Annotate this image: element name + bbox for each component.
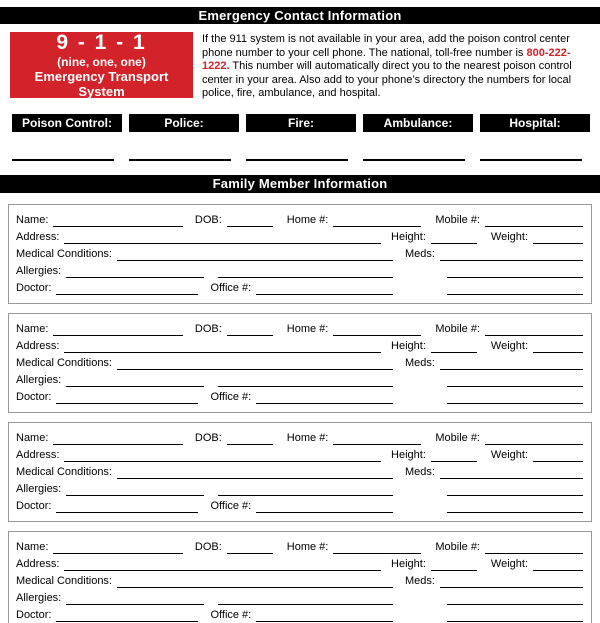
meds-field-line[interactable] <box>440 357 583 370</box>
medical-conditions-label: Medical Conditions: <box>16 247 112 260</box>
meds-continuation-line-1[interactable] <box>447 592 583 605</box>
name-label: Name: <box>16 540 49 553</box>
member-row-address <box>16 337 583 354</box>
member-row-name <box>16 429 583 446</box>
member-row-address <box>16 228 583 245</box>
address-field-line[interactable] <box>64 558 381 571</box>
height-field-line[interactable] <box>431 231 477 244</box>
dob-label: DOB: <box>194 431 222 444</box>
doctor-label: Doctor: <box>16 608 52 621</box>
meds-continuation-line-1[interactable] <box>447 265 583 278</box>
meds-continuation-group-2 <box>405 282 583 296</box>
instructions-text-after: This number will automatically direct you to the nearest poison control center in your area. Also add to your phone’s directory the numbers for local police, fire, ambulance, and hospital. <box>202 60 572 99</box>
medical-conditions-group <box>16 465 393 480</box>
weight-label: Weight: <box>490 230 528 243</box>
height-field-line[interactable] <box>431 449 477 462</box>
doctor-field-line[interactable] <box>56 609 198 622</box>
emergency-info-section <box>10 32 590 101</box>
family-member-block <box>8 313 592 413</box>
ambulance-label: Ambulance: <box>363 114 473 132</box>
meds-group <box>405 574 583 589</box>
family-members <box>8 204 592 623</box>
meds-label: Meds: <box>405 465 435 478</box>
member-row-allergies <box>16 262 583 279</box>
height-label: Height: <box>391 230 426 243</box>
weight-field-line[interactable] <box>533 340 583 353</box>
member-row-medical <box>16 463 583 480</box>
member-row-doctor <box>16 606 583 623</box>
emergency-contact-header: Emergency Contact Information <box>0 7 600 24</box>
police-label: Police: <box>129 114 239 132</box>
meds-continuation-group-2 <box>405 500 583 514</box>
call-911-system-label: Emergency Transport System <box>34 69 169 99</box>
mobile-phone-field-line[interactable] <box>485 214 583 227</box>
fire-number-line[interactable] <box>246 132 348 161</box>
medical-conditions-label: Medical Conditions: <box>16 574 112 587</box>
doctor-group <box>16 390 393 405</box>
allergies-group <box>16 264 393 279</box>
call-911-words: (nine, one, one) <box>57 55 146 69</box>
mobile-phone-field-line[interactable] <box>485 323 583 336</box>
height-field-line[interactable] <box>431 340 477 353</box>
height-label: Height: <box>391 448 426 461</box>
weight-field-line[interactable] <box>533 558 583 571</box>
medical-conditions-field-line[interactable] <box>117 357 393 370</box>
dob-field-line[interactable] <box>227 323 273 336</box>
weight-label: Weight: <box>490 557 528 570</box>
doctor-group <box>16 499 393 514</box>
dob-field-line[interactable] <box>227 214 273 227</box>
member-row-allergies <box>16 371 583 388</box>
office-phone-field-line[interactable] <box>256 282 393 295</box>
allergies-label: Allergies: <box>16 264 62 277</box>
height-label: Height: <box>391 339 426 352</box>
allergies-group <box>16 373 393 388</box>
member-row-name <box>16 538 583 555</box>
medical-conditions-field-line[interactable] <box>117 466 393 479</box>
office-phone-field-line[interactable] <box>256 500 393 513</box>
fire-label: Fire: <box>246 114 356 132</box>
medical-conditions-field-line[interactable] <box>117 575 393 588</box>
contact-col-fire <box>246 114 356 161</box>
meds-continuation-group-1 <box>405 483 583 497</box>
height-label: Height: <box>391 557 426 570</box>
family-member-block <box>8 531 592 623</box>
allergies-field-line[interactable] <box>66 592 204 605</box>
office-phone-field-line[interactable] <box>256 609 393 622</box>
allergies-continuation-line[interactable] <box>218 592 393 605</box>
contact-col-poison-control <box>12 114 122 161</box>
member-row-medical <box>16 354 583 371</box>
name-label: Name: <box>16 322 49 335</box>
meds-continuation-line-1[interactable] <box>447 483 583 496</box>
meds-group <box>405 356 583 371</box>
meds-continuation-line-2[interactable] <box>447 609 583 622</box>
height-field-line[interactable] <box>431 558 477 571</box>
contact-col-ambulance <box>363 114 473 161</box>
address-field-line[interactable] <box>64 340 381 353</box>
medical-conditions-group <box>16 247 393 262</box>
doctor-label: Doctor: <box>16 499 52 512</box>
weight-label: Weight: <box>490 448 528 461</box>
allergies-field-line[interactable] <box>66 374 204 387</box>
mobile-phone-label: Mobile #: <box>435 213 480 226</box>
home-phone-label: Home #: <box>286 540 329 553</box>
meds-group <box>405 465 583 480</box>
police-number-line[interactable] <box>129 132 231 161</box>
doctor-label: Doctor: <box>16 281 52 294</box>
call-911-box <box>10 32 193 98</box>
home-phone-label: Home #: <box>286 213 329 226</box>
address-label: Address: <box>16 339 60 352</box>
meds-field-line[interactable] <box>440 248 583 261</box>
weight-label: Weight: <box>490 339 528 352</box>
meds-continuation-group-1 <box>405 592 583 606</box>
emergency-contacts-row <box>12 114 590 161</box>
member-row-medical <box>16 245 583 262</box>
call-911-number: 9 - 1 - 1 <box>56 31 147 54</box>
dob-label: DOB: <box>194 322 222 335</box>
hospital-label: Hospital: <box>480 114 590 132</box>
address-label: Address: <box>16 230 60 243</box>
office-phone-label: Office #: <box>210 390 252 403</box>
member-row-address <box>16 446 583 463</box>
address-label: Address: <box>16 557 60 570</box>
medical-conditions-group <box>16 574 393 589</box>
meds-group <box>405 247 583 262</box>
family-member-block <box>8 204 592 304</box>
meds-field-line[interactable] <box>440 575 583 588</box>
member-row-doctor <box>16 388 583 405</box>
doctor-group <box>16 608 393 623</box>
member-row-name <box>16 320 583 337</box>
dob-label: DOB: <box>194 213 222 226</box>
home-phone-label: Home #: <box>286 431 329 444</box>
instructions-text-before: If the 911 system is not available in your area, add the poison control center phone number to your cell phone. The national, toll-free number is <box>202 33 570 59</box>
meds-continuation-group-2 <box>405 609 583 623</box>
poison-control-instructions <box>202 32 590 101</box>
meds-continuation-line-2[interactable] <box>447 282 583 295</box>
ambulance-number-line[interactable] <box>363 132 465 161</box>
name-field-line[interactable] <box>53 541 182 554</box>
home-phone-label: Home #: <box>286 322 329 335</box>
meds-continuation-group-1 <box>405 265 583 279</box>
contact-col-hospital <box>480 114 590 161</box>
home-phone-field-line[interactable] <box>333 323 421 336</box>
dob-field-line[interactable] <box>227 541 273 554</box>
mobile-phone-field-line[interactable] <box>485 541 583 554</box>
allergies-label: Allergies: <box>16 591 62 604</box>
member-row-address <box>16 555 583 572</box>
meds-continuation-line-1[interactable] <box>447 374 583 387</box>
meds-continuation-line-2[interactable] <box>447 391 583 404</box>
allergies-group <box>16 482 393 497</box>
office-phone-field-line[interactable] <box>256 391 393 404</box>
doctor-field-line[interactable] <box>56 500 198 513</box>
poison-control-phone-number: 800-222-1222. <box>202 46 571 72</box>
meds-continuation-group-2 <box>405 391 583 405</box>
mobile-phone-field-line[interactable] <box>485 432 583 445</box>
weight-field-line[interactable] <box>533 231 583 244</box>
home-phone-field-line[interactable] <box>333 432 421 445</box>
address-label: Address: <box>16 448 60 461</box>
family-member-block <box>8 422 592 522</box>
mobile-phone-label: Mobile #: <box>435 431 480 444</box>
home-phone-field-line[interactable] <box>333 541 421 554</box>
dob-label: DOB: <box>194 540 222 553</box>
member-row-medical <box>16 572 583 589</box>
office-phone-label: Office #: <box>210 608 252 621</box>
allergies-label: Allergies: <box>16 373 62 386</box>
name-label: Name: <box>16 431 49 444</box>
allergies-continuation-line[interactable] <box>218 374 393 387</box>
office-phone-label: Office #: <box>210 281 252 294</box>
weight-field-line[interactable] <box>533 449 583 462</box>
name-field-line[interactable] <box>53 214 182 227</box>
poison-control-label: Poison Control: <box>12 114 122 132</box>
address-field-line[interactable] <box>64 449 381 462</box>
name-label: Name: <box>16 213 49 226</box>
meds-label: Meds: <box>405 247 435 260</box>
member-row-allergies <box>16 589 583 606</box>
dob-field-line[interactable] <box>227 432 273 445</box>
name-field-line[interactable] <box>53 323 182 336</box>
address-field-line[interactable] <box>64 231 381 244</box>
meds-label: Meds: <box>405 574 435 587</box>
contact-col-police <box>129 114 239 161</box>
medical-conditions-group <box>16 356 393 371</box>
doctor-group <box>16 281 393 296</box>
doctor-field-line[interactable] <box>56 282 198 295</box>
member-row-doctor <box>16 279 583 296</box>
name-field-line[interactable] <box>53 432 182 445</box>
meds-label: Meds: <box>405 356 435 369</box>
mobile-phone-label: Mobile #: <box>435 322 480 335</box>
allergies-continuation-line[interactable] <box>218 483 393 496</box>
member-row-doctor <box>16 497 583 514</box>
allergies-label: Allergies: <box>16 482 62 495</box>
allergies-group <box>16 591 393 606</box>
poison-control-number-line[interactable] <box>12 132 114 161</box>
allergies-continuation-line[interactable] <box>218 265 393 278</box>
member-row-name <box>16 211 583 228</box>
home-phone-field-line[interactable] <box>333 214 421 227</box>
allergies-field-line[interactable] <box>66 265 204 278</box>
family-member-header: Family Member Information <box>0 175 600 193</box>
medical-conditions-label: Medical Conditions: <box>16 356 112 369</box>
member-row-allergies <box>16 480 583 497</box>
doctor-label: Doctor: <box>16 390 52 403</box>
medical-conditions-label: Medical Conditions: <box>16 465 112 478</box>
meds-continuation-line-2[interactable] <box>447 500 583 513</box>
hospital-number-line[interactable] <box>480 132 582 161</box>
meds-continuation-group-1 <box>405 374 583 388</box>
office-phone-label: Office #: <box>210 499 252 512</box>
doctor-field-line[interactable] <box>56 391 198 404</box>
allergies-field-line[interactable] <box>66 483 204 496</box>
mobile-phone-label: Mobile #: <box>435 540 480 553</box>
meds-field-line[interactable] <box>440 466 583 479</box>
medical-conditions-field-line[interactable] <box>117 248 393 261</box>
